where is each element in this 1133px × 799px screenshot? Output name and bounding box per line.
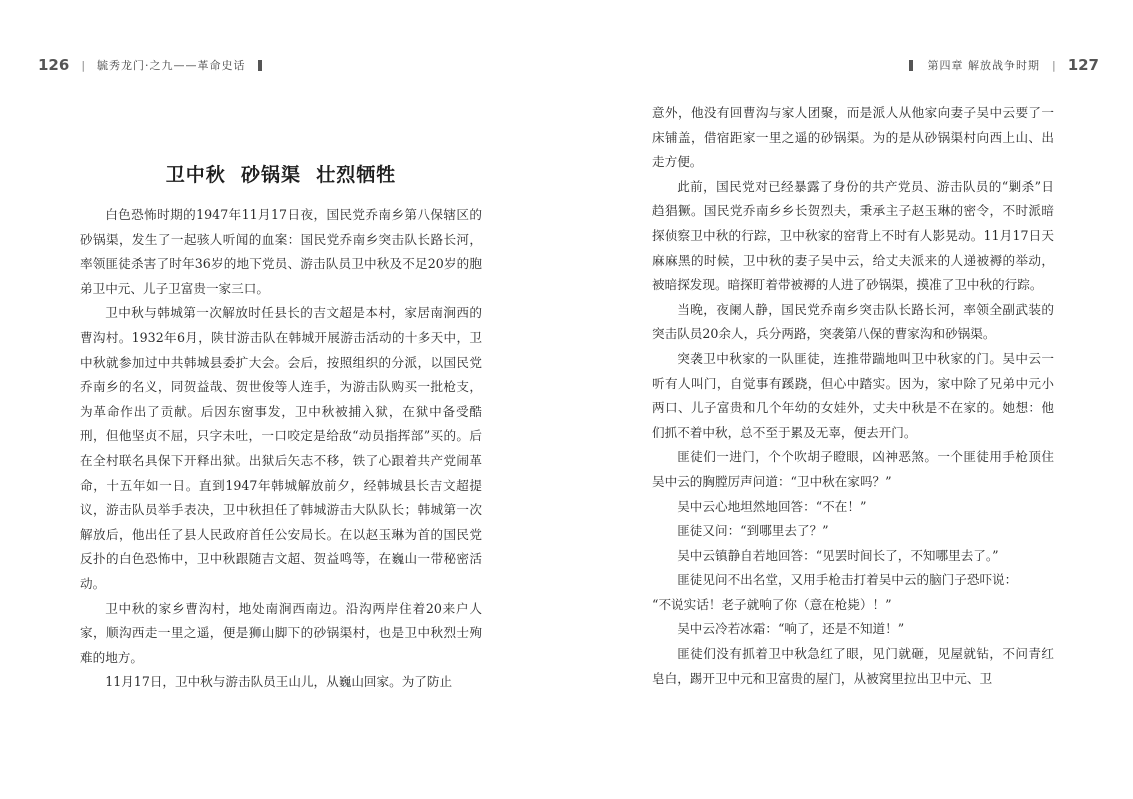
paragraph: 匪徒又问：“到哪里去了？” (677, 523, 829, 539)
paragraph: 匪徒见问不出名堂，又用手枪击打着吴中云的脑门子恐吓说： (677, 572, 1018, 588)
right-page (566, 0, 1133, 799)
running-title: 毓秀龙门·之九——革命史话 (97, 59, 246, 72)
paragraph: 突袭卫中秋家的一队匪徒，连推带踹地叫卫中秋家的门。吴中云一听有人叫门，自觉事有蹊跷，但心中踏实。因为，家中除了兄弟中元小两口、儿子富贵和几个年幼的女娃外，丈夫中秋是不在家的。她想：他们抓不着中秋，总不至于累及无辜，便去开门。 (652, 350, 1054, 440)
paragraph: 此前，国民党对已经暴露了身份的共产党员、游击队员的“剿杀”日趋猖獗。国民党乔南乡乡长贺烈夫，秉承主子赵玉琳的密令，不时派暗探侦察卫中秋的行踪，卫中秋家的窑背上不时有人影晃动。11月17日天麻麻黑的时候，卫中秋的妻子吴中云，给丈夫派来的人递被褥的举动，被暗探发现。暗探盯着带被褥的人进了砂锅渠，摸准了卫中秋的行踪。 (652, 178, 1054, 293)
paragraph: “不说实话！老子就响了你（意在枪毙）！” (652, 596, 892, 612)
left-page-header (38, 53, 262, 77)
paragraph: 吴中云心地坦然地回答：“不在！” (677, 498, 867, 514)
paragraph: 当晚，夜阑人静，国民党乔南乡突击队长路长河，率领全副武装的突击队员20余人，兵分两路，突袭第八保的曹家沟和砂锅渠。 (652, 301, 1054, 342)
article-title: 卫中秋 砂锅渠 壮烈牺牲 (165, 164, 397, 186)
page-number: 126 (38, 56, 70, 74)
paragraph: 白色恐怖时期的1947年11月17日夜，国民党乔南乡第八保辖区的砂锅渠，发生了一起骇人听闻的血案：国民党乔南乡突击队长路长河，率领匪徒杀害了时年36岁的地下党员、游击队员卫中秋及不足20岁的胞弟卫中元、儿子卫富贵一家三口。 (80, 207, 482, 296)
paragraph: 卫中秋的家乡曹沟村，地处南涧西南边。沿沟两岸住着20来户人家，顺沟西走一里之遥，便是狮山脚下的砂锅渠村，也是卫中秋烈士殉难的地方。 (80, 600, 482, 665)
paragraph: 卫中秋与韩城第一次解放时任县长的吉文超是本村，家居南涧西的曹沟村。1932年6月，陕甘游击队在韩城开展游击活动的十多天中，卫中秋就参加过中共韩城县委扩大会。会后，按照组织的分派，以国民党乔南乡的名义，同贺益哉、贺世俊等人连手，为游击队购买一批枪支，为革命作出了贡献。后因东窗事发，卫中秋被捕入狱，在狱中备受酷刑，但他坚贞不屈，只字未吐，一口咬定是给敌“动员指挥部”买的。后在全村联名具保下开释出狱。出狱后矢志不移，铁了心跟着共产党闹革命，十五年如一日。直到1947年韩城解放前夕，经韩城县长吉文超提议，游击队员举手表决，卫中秋担任了韩城游击大队队长；韩城第一次解放后，他出任了县人民政府首任公安局长。在以赵玉琳为首的国民党反扑的白色恐怖中，卫中秋跟随吉文超、贺益鸣等，在巍山一带秘密活动。 (80, 305, 482, 591)
header-block-marker (258, 60, 262, 71)
header-separator: | (81, 58, 86, 72)
paragraph: 匪徒们没有抓着卫中秋急红了眼，见门就砸，见屋就钻，不问青红皂白，踢开卫中元和卫富贵的屋门，从被窝里拉出卫中元、卫 (652, 646, 1054, 686)
header-block-marker (909, 60, 913, 71)
left-page (0, 0, 566, 799)
header-separator: | (1051, 58, 1056, 72)
left-body-text (80, 203, 482, 695)
right-body-text (652, 101, 1054, 691)
right-page-header (909, 53, 1099, 77)
paragraph: 吴中云镇静自若地回答：“见罢时间长了，不知哪里去了。” (677, 547, 999, 563)
paragraph: 匪徒们一进门，个个吹胡子瞪眼，凶神恶煞。一个匪徒用手枪顶住吴中云的胸膛厉声问道：“卫中秋在家吗？” (652, 449, 1054, 489)
paragraph: 意外，他没有回曹沟与家人团聚，而是派人从他家向妻子吴中云要了一床铺盖，借宿距家一里之遥的砂锅渠。为的是从砂锅渠村向西上山、出走方便。 (652, 105, 1054, 170)
page-number: 127 (1067, 56, 1099, 74)
chapter-title: 第四章 解放战争时期 (927, 59, 1040, 72)
paragraph: 吴中云冷若冰霜：“响了，还是不知道！” (677, 621, 905, 637)
paragraph: 11月17日，卫中秋与游击队员王山儿，从巍山回家。为了防止 (105, 674, 453, 690)
